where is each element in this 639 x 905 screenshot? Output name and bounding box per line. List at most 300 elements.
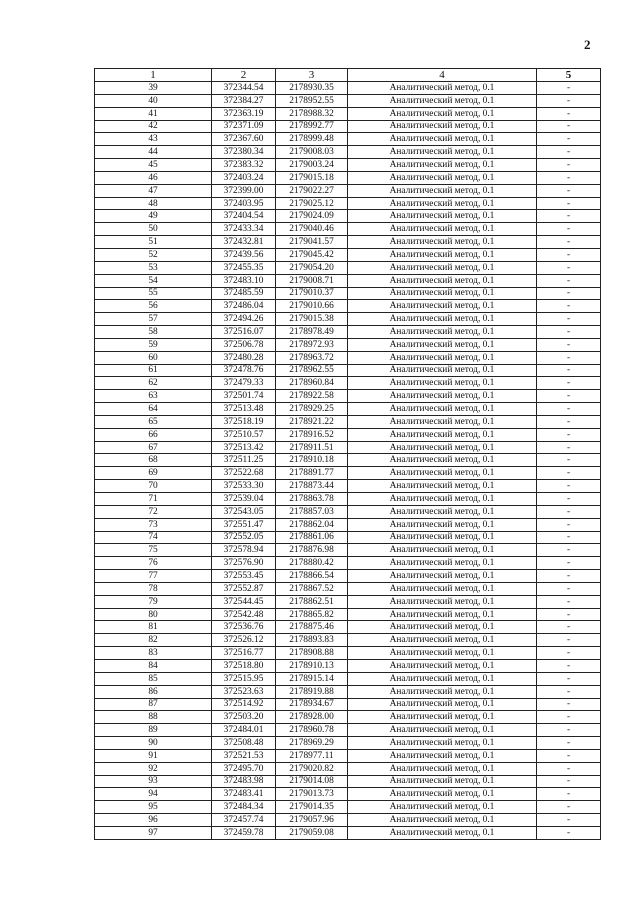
point-number-cell: 94 (95, 788, 212, 801)
method-cell: Аналитический метод, 0.1 (348, 672, 537, 685)
method-cell: Аналитический метод, 0.1 (348, 634, 537, 647)
method-cell: Аналитический метод, 0.1 (348, 505, 537, 518)
note-cell: - (537, 570, 601, 583)
point-number-cell: 55 (95, 287, 212, 300)
table-row (95, 326, 601, 339)
y-coordinate-cell: 2179057.96 (276, 814, 348, 827)
x-coordinate-cell: 372433.34 (212, 223, 276, 236)
table-row (95, 107, 601, 120)
y-coordinate-cell: 2179010.66 (276, 300, 348, 313)
note-cell: - (537, 184, 601, 197)
x-coordinate-cell: 372439.56 (212, 248, 276, 261)
method-cell: Аналитический метод, 0.1 (348, 364, 537, 377)
y-coordinate-cell: 2179059.08 (276, 826, 348, 839)
y-coordinate-cell: 2178969.29 (276, 737, 348, 750)
point-number-cell: 76 (95, 557, 212, 570)
page-number: 2 (584, 37, 591, 52)
note-cell: - (537, 634, 601, 647)
y-coordinate-cell: 2179008.71 (276, 274, 348, 287)
y-coordinate-cell: 2178908.88 (276, 647, 348, 660)
y-coordinate-cell: 2178893.83 (276, 634, 348, 647)
y-coordinate-cell: 2179040.46 (276, 223, 348, 236)
x-coordinate-cell: 372479.33 (212, 377, 276, 390)
header-col-1: 1 (95, 69, 212, 82)
point-number-cell: 88 (95, 711, 212, 724)
note-cell: - (537, 197, 601, 210)
point-number-cell: 46 (95, 171, 212, 184)
x-coordinate-cell: 372508.48 (212, 737, 276, 750)
table-row (95, 762, 601, 775)
y-coordinate-cell: 2178857.03 (276, 505, 348, 518)
x-coordinate-cell: 372371.09 (212, 120, 276, 133)
y-coordinate-cell: 2178929.25 (276, 403, 348, 416)
table-row (95, 826, 601, 839)
note-cell: - (537, 403, 601, 416)
note-cell: - (537, 518, 601, 531)
point-number-cell: 49 (95, 210, 212, 223)
point-number-cell: 51 (95, 236, 212, 249)
note-cell: - (537, 454, 601, 467)
x-coordinate-cell: 372403.95 (212, 197, 276, 210)
x-coordinate-cell: 372543.05 (212, 505, 276, 518)
point-number-cell: 62 (95, 377, 212, 390)
method-cell: Аналитический метод, 0.1 (348, 582, 537, 595)
x-coordinate-cell: 372544.45 (212, 595, 276, 608)
y-coordinate-cell: 2179024.09 (276, 210, 348, 223)
method-cell: Аналитический метод, 0.1 (348, 814, 537, 827)
method-cell: Аналитический метод, 0.1 (348, 287, 537, 300)
note-cell: - (537, 261, 601, 274)
y-coordinate-cell: 2179013.73 (276, 788, 348, 801)
point-number-cell: 85 (95, 672, 212, 685)
table-row (95, 300, 601, 313)
note-cell: - (537, 107, 601, 120)
method-cell: Аналитический метод, 0.1 (348, 120, 537, 133)
table-row (95, 415, 601, 428)
y-coordinate-cell: 2178863.78 (276, 493, 348, 506)
method-cell: Аналитический метод, 0.1 (348, 659, 537, 672)
method-cell: Аналитический метод, 0.1 (348, 261, 537, 274)
point-number-cell: 58 (95, 326, 212, 339)
point-number-cell: 60 (95, 351, 212, 364)
note-cell: - (537, 672, 601, 685)
y-coordinate-cell: 2178891.77 (276, 467, 348, 480)
x-coordinate-cell: 372533.30 (212, 480, 276, 493)
method-cell: Аналитический метод, 0.1 (348, 274, 537, 287)
table-row (95, 582, 601, 595)
y-coordinate-cell: 2179041.57 (276, 236, 348, 249)
table-row (95, 595, 601, 608)
method-cell: Аналитический метод, 0.1 (348, 570, 537, 583)
note-cell: - (537, 428, 601, 441)
note-cell: - (537, 415, 601, 428)
y-coordinate-cell: 2178916.52 (276, 428, 348, 441)
method-cell: Аналитический метод, 0.1 (348, 210, 537, 223)
note-cell: - (537, 608, 601, 621)
x-coordinate-cell: 372501.74 (212, 390, 276, 403)
point-number-cell: 95 (95, 801, 212, 814)
point-number-cell: 90 (95, 737, 212, 750)
y-coordinate-cell: 2179015.18 (276, 171, 348, 184)
note-cell: - (537, 531, 601, 544)
y-coordinate-cell: 2178911.51 (276, 441, 348, 454)
method-cell: Аналитический метод, 0.1 (348, 801, 537, 814)
x-coordinate-cell: 372344.54 (212, 82, 276, 95)
table-row (95, 557, 601, 570)
y-coordinate-cell: 2178915.14 (276, 672, 348, 685)
note-cell: - (537, 82, 601, 95)
y-coordinate-cell: 2178876.98 (276, 544, 348, 557)
note-cell: - (537, 788, 601, 801)
x-coordinate-cell: 372523.63 (212, 685, 276, 698)
y-coordinate-cell: 2179022.27 (276, 184, 348, 197)
table-row (95, 454, 601, 467)
point-number-cell: 68 (95, 454, 212, 467)
table-row (95, 544, 601, 557)
note-cell: - (537, 480, 601, 493)
y-coordinate-cell: 2178992.77 (276, 120, 348, 133)
method-cell: Аналитический метод, 0.1 (348, 248, 537, 261)
method-cell: Аналитический метод, 0.1 (348, 377, 537, 390)
method-cell: Аналитический метод, 0.1 (348, 390, 537, 403)
note-cell: - (537, 120, 601, 133)
note-cell: - (537, 544, 601, 557)
method-cell: Аналитический метод, 0.1 (348, 518, 537, 531)
x-coordinate-cell: 372484.34 (212, 801, 276, 814)
note-cell: - (537, 801, 601, 814)
table-header (95, 69, 601, 82)
note-cell: - (537, 377, 601, 390)
x-coordinate-cell: 372494.26 (212, 313, 276, 326)
x-coordinate-cell: 372483.10 (212, 274, 276, 287)
table-row (95, 82, 601, 95)
table-row (95, 441, 601, 454)
method-cell: Аналитический метод, 0.1 (348, 159, 537, 172)
note-cell: - (537, 659, 601, 672)
table-row (95, 480, 601, 493)
method-cell: Аналитический метод, 0.1 (348, 171, 537, 184)
x-coordinate-cell: 372518.19 (212, 415, 276, 428)
x-coordinate-cell: 372399.00 (212, 184, 276, 197)
table-row (95, 608, 601, 621)
table-row (95, 428, 601, 441)
point-number-cell: 78 (95, 582, 212, 595)
note-cell: - (537, 595, 601, 608)
note-cell: - (537, 737, 601, 750)
point-number-cell: 87 (95, 698, 212, 711)
point-number-cell: 70 (95, 480, 212, 493)
method-cell: Аналитический метод, 0.1 (348, 480, 537, 493)
y-coordinate-cell: 2178880.42 (276, 557, 348, 570)
method-cell: Аналитический метод, 0.1 (348, 403, 537, 416)
note-cell: - (537, 441, 601, 454)
table-row (95, 403, 601, 416)
note-cell: - (537, 557, 601, 570)
method-cell: Аналитический метод, 0.1 (348, 621, 537, 634)
method-cell: Аналитический метод, 0.1 (348, 236, 537, 249)
y-coordinate-cell: 2179014.08 (276, 775, 348, 788)
note-cell: - (537, 621, 601, 634)
x-coordinate-cell: 372484.01 (212, 724, 276, 737)
point-number-cell: 44 (95, 146, 212, 159)
note-cell: - (537, 711, 601, 724)
table-row (95, 248, 601, 261)
note-cell: - (537, 274, 601, 287)
point-number-cell: 39 (95, 82, 212, 95)
point-number-cell: 89 (95, 724, 212, 737)
y-coordinate-cell: 2178922.58 (276, 390, 348, 403)
table-row (95, 621, 601, 634)
point-number-cell: 65 (95, 415, 212, 428)
x-coordinate-cell: 372539.04 (212, 493, 276, 506)
point-number-cell: 80 (95, 608, 212, 621)
point-number-cell: 57 (95, 313, 212, 326)
note-cell: - (537, 493, 601, 506)
point-number-cell: 42 (95, 120, 212, 133)
point-number-cell: 50 (95, 223, 212, 236)
x-coordinate-cell: 372514.92 (212, 698, 276, 711)
point-number-cell: 48 (95, 197, 212, 210)
table-row (95, 133, 601, 146)
method-cell: Аналитический метод, 0.1 (348, 595, 537, 608)
y-coordinate-cell: 2178910.18 (276, 454, 348, 467)
method-cell: Аналитический метод, 0.1 (348, 544, 537, 557)
table-row (95, 659, 601, 672)
x-coordinate-cell: 372578.94 (212, 544, 276, 557)
note-cell: - (537, 287, 601, 300)
x-coordinate-cell: 372516.77 (212, 647, 276, 660)
point-number-cell: 72 (95, 505, 212, 518)
method-cell: Аналитический метод, 0.1 (348, 313, 537, 326)
x-coordinate-cell: 372552.87 (212, 582, 276, 595)
note-cell: - (537, 698, 601, 711)
table-row (95, 261, 601, 274)
y-coordinate-cell: 2178862.51 (276, 595, 348, 608)
x-coordinate-cell: 372455.35 (212, 261, 276, 274)
note-cell: - (537, 210, 601, 223)
point-number-cell: 43 (95, 133, 212, 146)
y-coordinate-cell: 2178960.78 (276, 724, 348, 737)
note-cell: - (537, 467, 601, 480)
header-col-3: 3 (276, 69, 348, 82)
table-row (95, 749, 601, 762)
y-coordinate-cell: 2179020.82 (276, 762, 348, 775)
point-number-cell: 41 (95, 107, 212, 120)
y-coordinate-cell: 2178865.82 (276, 608, 348, 621)
header-col-4: 4 (348, 69, 537, 82)
table-row (95, 518, 601, 531)
table-row (95, 146, 601, 159)
x-coordinate-cell: 372503.20 (212, 711, 276, 724)
y-coordinate-cell: 2178960.84 (276, 377, 348, 390)
y-coordinate-cell: 2178977.11 (276, 749, 348, 762)
x-coordinate-cell: 372485.59 (212, 287, 276, 300)
table-row (95, 210, 601, 223)
method-cell: Аналитический метод, 0.1 (348, 711, 537, 724)
table-row (95, 647, 601, 660)
x-coordinate-cell: 372363.19 (212, 107, 276, 120)
method-cell: Аналитический метод, 0.1 (348, 749, 537, 762)
table-row (95, 377, 601, 390)
y-coordinate-cell: 2179054.20 (276, 261, 348, 274)
point-number-cell: 54 (95, 274, 212, 287)
y-coordinate-cell: 2178862.04 (276, 518, 348, 531)
x-coordinate-cell: 372495.70 (212, 762, 276, 775)
point-number-cell: 73 (95, 518, 212, 531)
y-coordinate-cell: 2178962.55 (276, 364, 348, 377)
x-coordinate-cell: 372515.95 (212, 672, 276, 685)
x-coordinate-cell: 372522.68 (212, 467, 276, 480)
table-row (95, 184, 601, 197)
table-row (95, 724, 601, 737)
table-row (95, 313, 601, 326)
note-cell: - (537, 94, 601, 107)
note-cell: - (537, 159, 601, 172)
note-cell: - (537, 724, 601, 737)
y-coordinate-cell: 2178963.72 (276, 351, 348, 364)
point-number-cell: 96 (95, 814, 212, 827)
method-cell: Аналитический метод, 0.1 (348, 107, 537, 120)
note-cell: - (537, 171, 601, 184)
note-cell: - (537, 133, 601, 146)
point-number-cell: 47 (95, 184, 212, 197)
x-coordinate-cell: 372536.76 (212, 621, 276, 634)
table-row (95, 274, 601, 287)
x-coordinate-cell: 372380.34 (212, 146, 276, 159)
table-row (95, 672, 601, 685)
method-cell: Аналитический метод, 0.1 (348, 493, 537, 506)
y-coordinate-cell: 2178972.93 (276, 338, 348, 351)
x-coordinate-cell: 372516.07 (212, 326, 276, 339)
table-row (95, 236, 601, 249)
y-coordinate-cell: 2179045.42 (276, 248, 348, 261)
note-cell: - (537, 505, 601, 518)
x-coordinate-cell: 372459.78 (212, 826, 276, 839)
note-cell: - (537, 814, 601, 827)
point-number-cell: 56 (95, 300, 212, 313)
note-cell: - (537, 582, 601, 595)
table-row (95, 493, 601, 506)
point-number-cell: 91 (95, 749, 212, 762)
x-coordinate-cell: 372521.53 (212, 749, 276, 762)
table-row (95, 351, 601, 364)
note-cell: - (537, 300, 601, 313)
method-cell: Аналитический метод, 0.1 (348, 608, 537, 621)
note-cell: - (537, 390, 601, 403)
point-number-cell: 59 (95, 338, 212, 351)
method-cell: Аналитический метод, 0.1 (348, 428, 537, 441)
table-row (95, 775, 601, 788)
note-cell: - (537, 762, 601, 775)
note-cell: - (537, 364, 601, 377)
y-coordinate-cell: 2178930.35 (276, 82, 348, 95)
method-cell: Аналитический метод, 0.1 (348, 184, 537, 197)
method-cell: Аналитический метод, 0.1 (348, 197, 537, 210)
x-coordinate-cell: 372518.80 (212, 659, 276, 672)
x-coordinate-cell: 372478.76 (212, 364, 276, 377)
header-col-2: 2 (212, 69, 276, 82)
note-cell: - (537, 647, 601, 660)
method-cell: Аналитический метод, 0.1 (348, 788, 537, 801)
table-body (95, 82, 601, 840)
x-coordinate-cell: 372542.48 (212, 608, 276, 621)
method-cell: Аналитический метод, 0.1 (348, 826, 537, 839)
method-cell: Аналитический метод, 0.1 (348, 557, 537, 570)
x-coordinate-cell: 372552.05 (212, 531, 276, 544)
y-coordinate-cell: 2178867.52 (276, 582, 348, 595)
table-row (95, 338, 601, 351)
table-row (95, 197, 601, 210)
x-coordinate-cell: 372483.41 (212, 788, 276, 801)
method-cell: Аналитический метод, 0.1 (348, 351, 537, 364)
y-coordinate-cell: 2178999.48 (276, 133, 348, 146)
y-coordinate-cell: 2178934.67 (276, 698, 348, 711)
note-cell: - (537, 146, 601, 159)
method-cell: Аналитический метод, 0.1 (348, 441, 537, 454)
y-coordinate-cell: 2179010.37 (276, 287, 348, 300)
point-number-cell: 40 (95, 94, 212, 107)
x-coordinate-cell: 372403.24 (212, 171, 276, 184)
table-row (95, 94, 601, 107)
point-number-cell: 84 (95, 659, 212, 672)
table-row (95, 737, 601, 750)
point-number-cell: 83 (95, 647, 212, 660)
y-coordinate-cell: 2178928.00 (276, 711, 348, 724)
note-cell: - (537, 775, 601, 788)
x-coordinate-cell: 372506.78 (212, 338, 276, 351)
method-cell: Аналитический метод, 0.1 (348, 300, 537, 313)
method-cell: Аналитический метод, 0.1 (348, 762, 537, 775)
point-number-cell: 86 (95, 685, 212, 698)
method-cell: Аналитический метод, 0.1 (348, 685, 537, 698)
method-cell: Аналитический метод, 0.1 (348, 531, 537, 544)
y-coordinate-cell: 2179003.24 (276, 159, 348, 172)
table-row (95, 390, 601, 403)
table-row (95, 711, 601, 724)
point-number-cell: 53 (95, 261, 212, 274)
x-coordinate-cell: 372480.28 (212, 351, 276, 364)
y-coordinate-cell: 2178919.88 (276, 685, 348, 698)
table-row (95, 570, 601, 583)
table-row (95, 364, 601, 377)
y-coordinate-cell: 2178988.32 (276, 107, 348, 120)
note-cell: - (537, 326, 601, 339)
y-coordinate-cell: 2178861.06 (276, 531, 348, 544)
method-cell: Аналитический метод, 0.1 (348, 326, 537, 339)
x-coordinate-cell: 372486.04 (212, 300, 276, 313)
x-coordinate-cell: 372511.25 (212, 454, 276, 467)
table-row (95, 801, 601, 814)
note-cell: - (537, 351, 601, 364)
point-number-cell: 67 (95, 441, 212, 454)
method-cell: Аналитический метод, 0.1 (348, 133, 537, 146)
point-number-cell: 82 (95, 634, 212, 647)
method-cell: Аналитический метод, 0.1 (348, 737, 537, 750)
point-number-cell: 52 (95, 248, 212, 261)
table-row (95, 223, 601, 236)
y-coordinate-cell: 2178978.49 (276, 326, 348, 339)
y-coordinate-cell: 2178875.46 (276, 621, 348, 634)
method-cell: Аналитический метод, 0.1 (348, 724, 537, 737)
point-number-cell: 92 (95, 762, 212, 775)
note-cell: - (537, 685, 601, 698)
table-row (95, 467, 601, 480)
point-number-cell: 74 (95, 531, 212, 544)
note-cell: - (537, 338, 601, 351)
table-row (95, 698, 601, 711)
note-cell: - (537, 826, 601, 839)
point-number-cell: 77 (95, 570, 212, 583)
